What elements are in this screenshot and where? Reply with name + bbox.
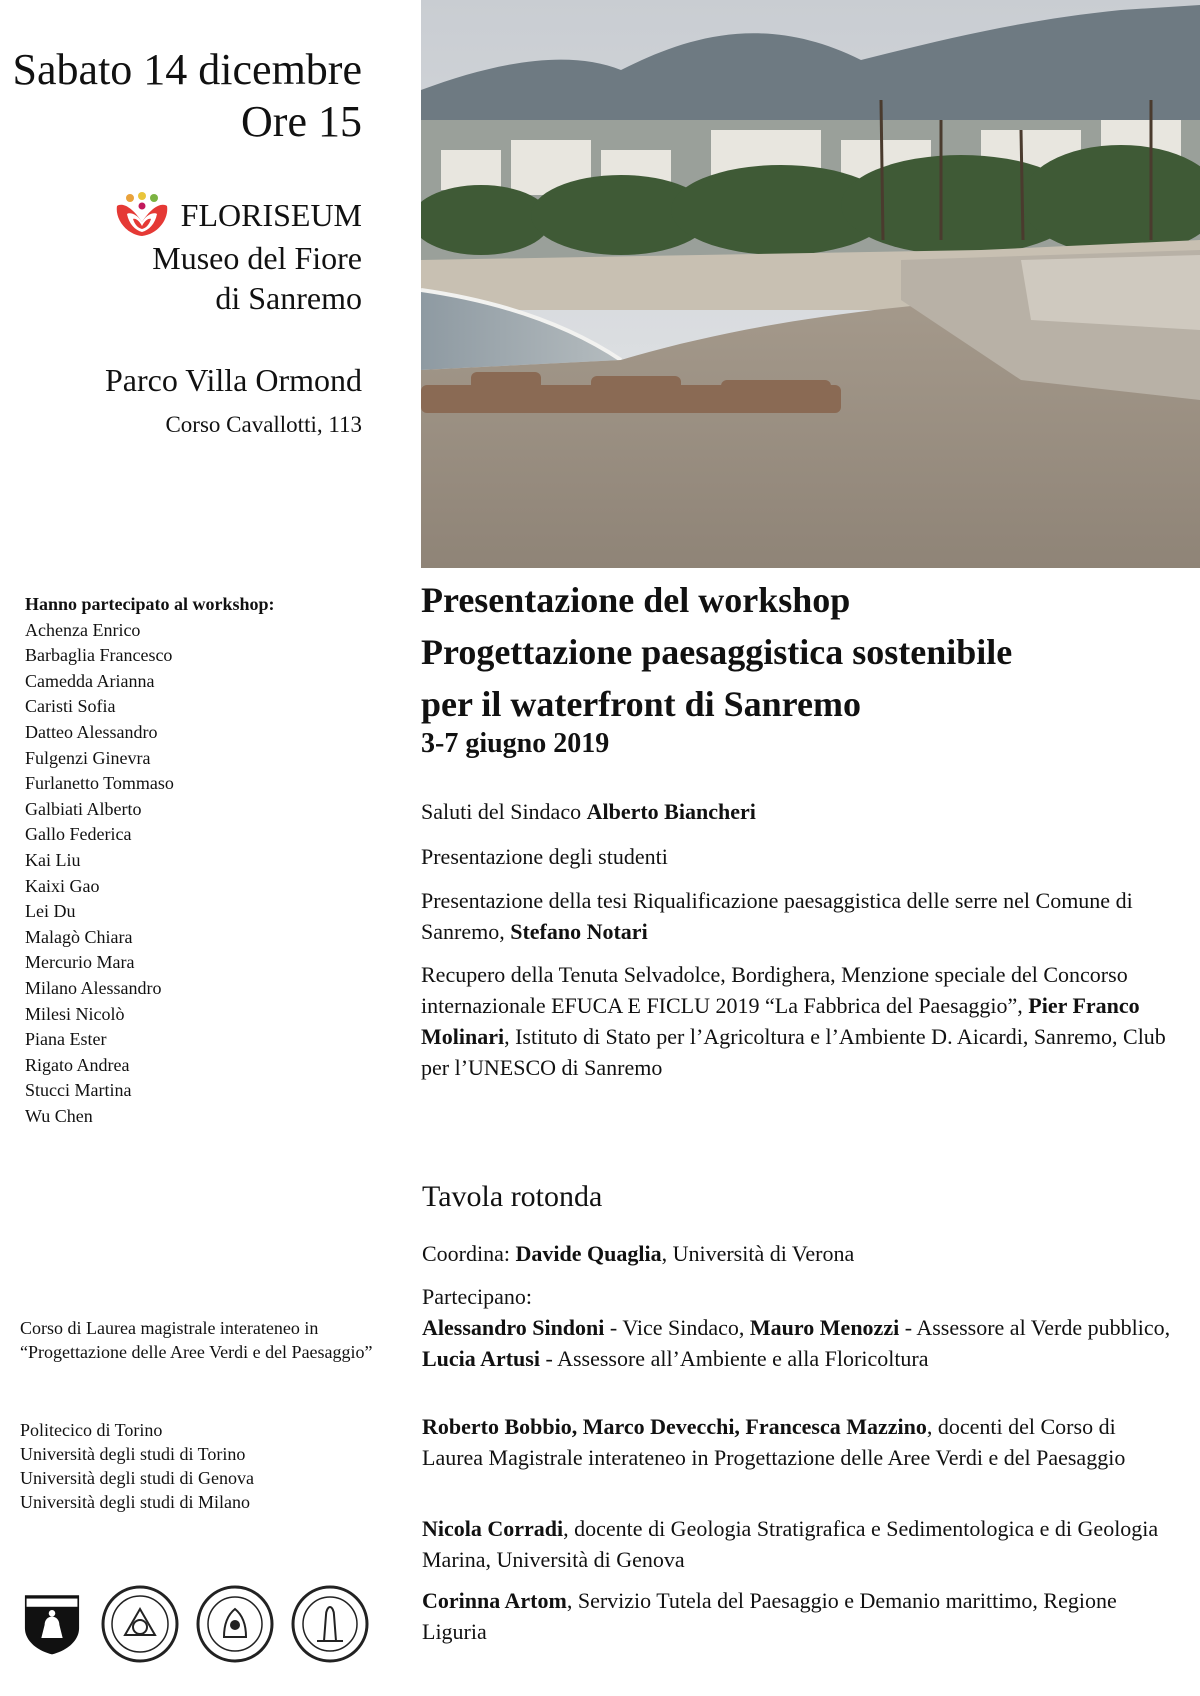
list-item: Università degli studi di Torino: [20, 1444, 246, 1464]
title-line: Presentazione del workshop: [421, 580, 851, 620]
program-text: , Istituto di Stato per l’Agricoltura e l’Ambiente D. Aicardi, Sanremo, Club per l’UNESCO di Sanremo: [421, 1024, 1166, 1080]
participants-list: [25, 592, 385, 1129]
list-item: Milesi Nicolò: [25, 1003, 125, 1024]
venue-address: Corso Cavallotti, 113: [165, 412, 362, 437]
workshop-title: [421, 574, 1181, 730]
list-item: Mercurio Mara: [25, 952, 135, 973]
venue-name: FLORISEUM: [180, 197, 362, 233]
universities-list: [20, 1418, 380, 1514]
list-item: Achenza Enrico: [25, 619, 141, 640]
round-table-participants: [422, 1281, 1182, 1374]
program-text: , Servizio Tutela del Paesaggio e Demanio marittimo, Regione Liguria: [422, 1588, 1117, 1644]
program-text: Saluti del Sindaco: [421, 799, 587, 824]
speaker-name: Corinna Artom: [422, 1588, 567, 1613]
list-item: Caristi Sofia: [25, 696, 116, 717]
list-item: Stucci Martina: [25, 1080, 132, 1101]
list-item: Camedda Arianna: [25, 670, 155, 691]
round-table-item: [422, 1411, 1182, 1473]
program-text: - Assessore all’Ambiente e alla Floricoltura: [539, 1346, 929, 1371]
program-text: Presentazione degli studenti: [421, 844, 668, 869]
floriseum-logo-icon: [113, 192, 171, 238]
round-table-heading: Tavola rotonda: [422, 1180, 603, 1213]
speaker-name: Davide Quaglia: [515, 1241, 662, 1266]
venue-block: [113, 192, 362, 318]
list-item: Malagò Chiara: [25, 926, 133, 947]
speaker-name: Lucia Artusi: [422, 1346, 540, 1371]
course-name: Corso di Laurea magistrale interateneo in “Progettazione delle Aree Verdi e del Paesaggio”: [20, 1318, 373, 1362]
list-item: Rigato Andrea: [25, 1054, 130, 1075]
title-line: per il waterfront di Sanremo: [421, 684, 861, 724]
speaker-name: Pier Franco Molinari: [421, 993, 1140, 1049]
program-item: [421, 796, 1181, 827]
round-table-item: [422, 1585, 1182, 1647]
list-item: Datteo Alessandro: [25, 721, 158, 742]
program-text: - Assessore al Verde pubblico,: [899, 1315, 1171, 1340]
list-item: Lei Du: [25, 901, 76, 922]
speaker-name: Alessandro Sindoni: [422, 1315, 605, 1340]
event-date-block: [13, 44, 362, 148]
unito-seal-icon: [196, 1585, 274, 1663]
title-line: Progettazione paesaggistica sostenibile: [421, 632, 1013, 672]
program-text: , docente di Geologia Stratigrafica e Sedimentologica e di Geologia Marina, Università di Genova: [422, 1516, 1159, 1572]
speaker-name: Stefano Notari: [510, 919, 648, 944]
genova-shield-icon: [20, 1585, 84, 1663]
participants-line: [422, 1312, 1182, 1374]
list-item: Kaixi Gao: [25, 875, 100, 896]
list-item: Piana Ester: [25, 1029, 107, 1050]
program-item: [421, 885, 1181, 947]
workshop-dates: 3-7 giugno 2019: [421, 728, 610, 759]
waterfront-photo: [421, 0, 1200, 568]
round-table-coordinator: [422, 1238, 1182, 1269]
park-name: Parco Villa Ormond: [105, 362, 362, 398]
speaker-name: Alberto Biancheri: [586, 799, 756, 824]
list-item: Furlanetto Tommaso: [25, 773, 174, 794]
participants-heading: Hanno partecipato al workshop:: [25, 594, 275, 614]
speaker-name: Mauro Menozzi: [749, 1315, 900, 1340]
program-text: Presentazione della tesi Riqualificazione paesaggistica delle serre nel Comune di Sanremo,: [421, 888, 1133, 944]
event-time: Ore 15: [241, 97, 362, 146]
list-item: Politecico di Torino: [20, 1420, 163, 1440]
venue-name-row: [113, 192, 362, 238]
program-text: , docenti del Corso di Laurea Magistrale interateneo in Progettazione delle Aree Verdi e del Paesaggio: [422, 1414, 1126, 1470]
list-item: Kai Liu: [25, 849, 81, 870]
university-seals: [20, 1585, 369, 1663]
program-text: , Università di Verona: [661, 1241, 855, 1266]
speaker-name: Nicola Corradi: [422, 1516, 564, 1541]
list-item: Galbiati Alberto: [25, 798, 142, 819]
list-item: Milano Alessandro: [25, 977, 162, 998]
program-text: Recupero della Tenuta Selvadolce, Bordighera, Menzione speciale del Concorso internazionale EFUCA E FICLU 2019 “La Fabbrica del Paesaggio”,: [421, 962, 1128, 1018]
list-item: Fulgenzi Ginevra: [25, 747, 151, 768]
list-item: Barbaglia Francesco: [25, 645, 173, 666]
participants-label: Partecipano:: [422, 1284, 532, 1309]
list-item: Università degli studi di Genova: [20, 1468, 254, 1488]
list-item: Wu Chen: [25, 1105, 93, 1126]
event-date: Sabato 14 dicembre: [12, 45, 362, 94]
coord-label: Coordina:: [422, 1241, 516, 1266]
list-item: Gallo Federica: [25, 824, 132, 845]
venue-subtitle-2: di Sanremo: [215, 280, 362, 316]
round-table-item: [422, 1513, 1182, 1575]
program-text: - Vice Sindaco,: [604, 1315, 750, 1340]
speaker-name: Roberto Bobbio, Marco Devecchi, Francesca Mazzino: [422, 1414, 927, 1439]
polito-seal-icon: [101, 1585, 179, 1663]
program-item: [421, 959, 1181, 1083]
unimi-seal-icon: [291, 1585, 369, 1663]
list-item: Università degli studi di Milano: [20, 1492, 250, 1512]
program-item: [421, 841, 1181, 872]
venue-subtitle-1: Museo del Fiore: [152, 240, 362, 276]
